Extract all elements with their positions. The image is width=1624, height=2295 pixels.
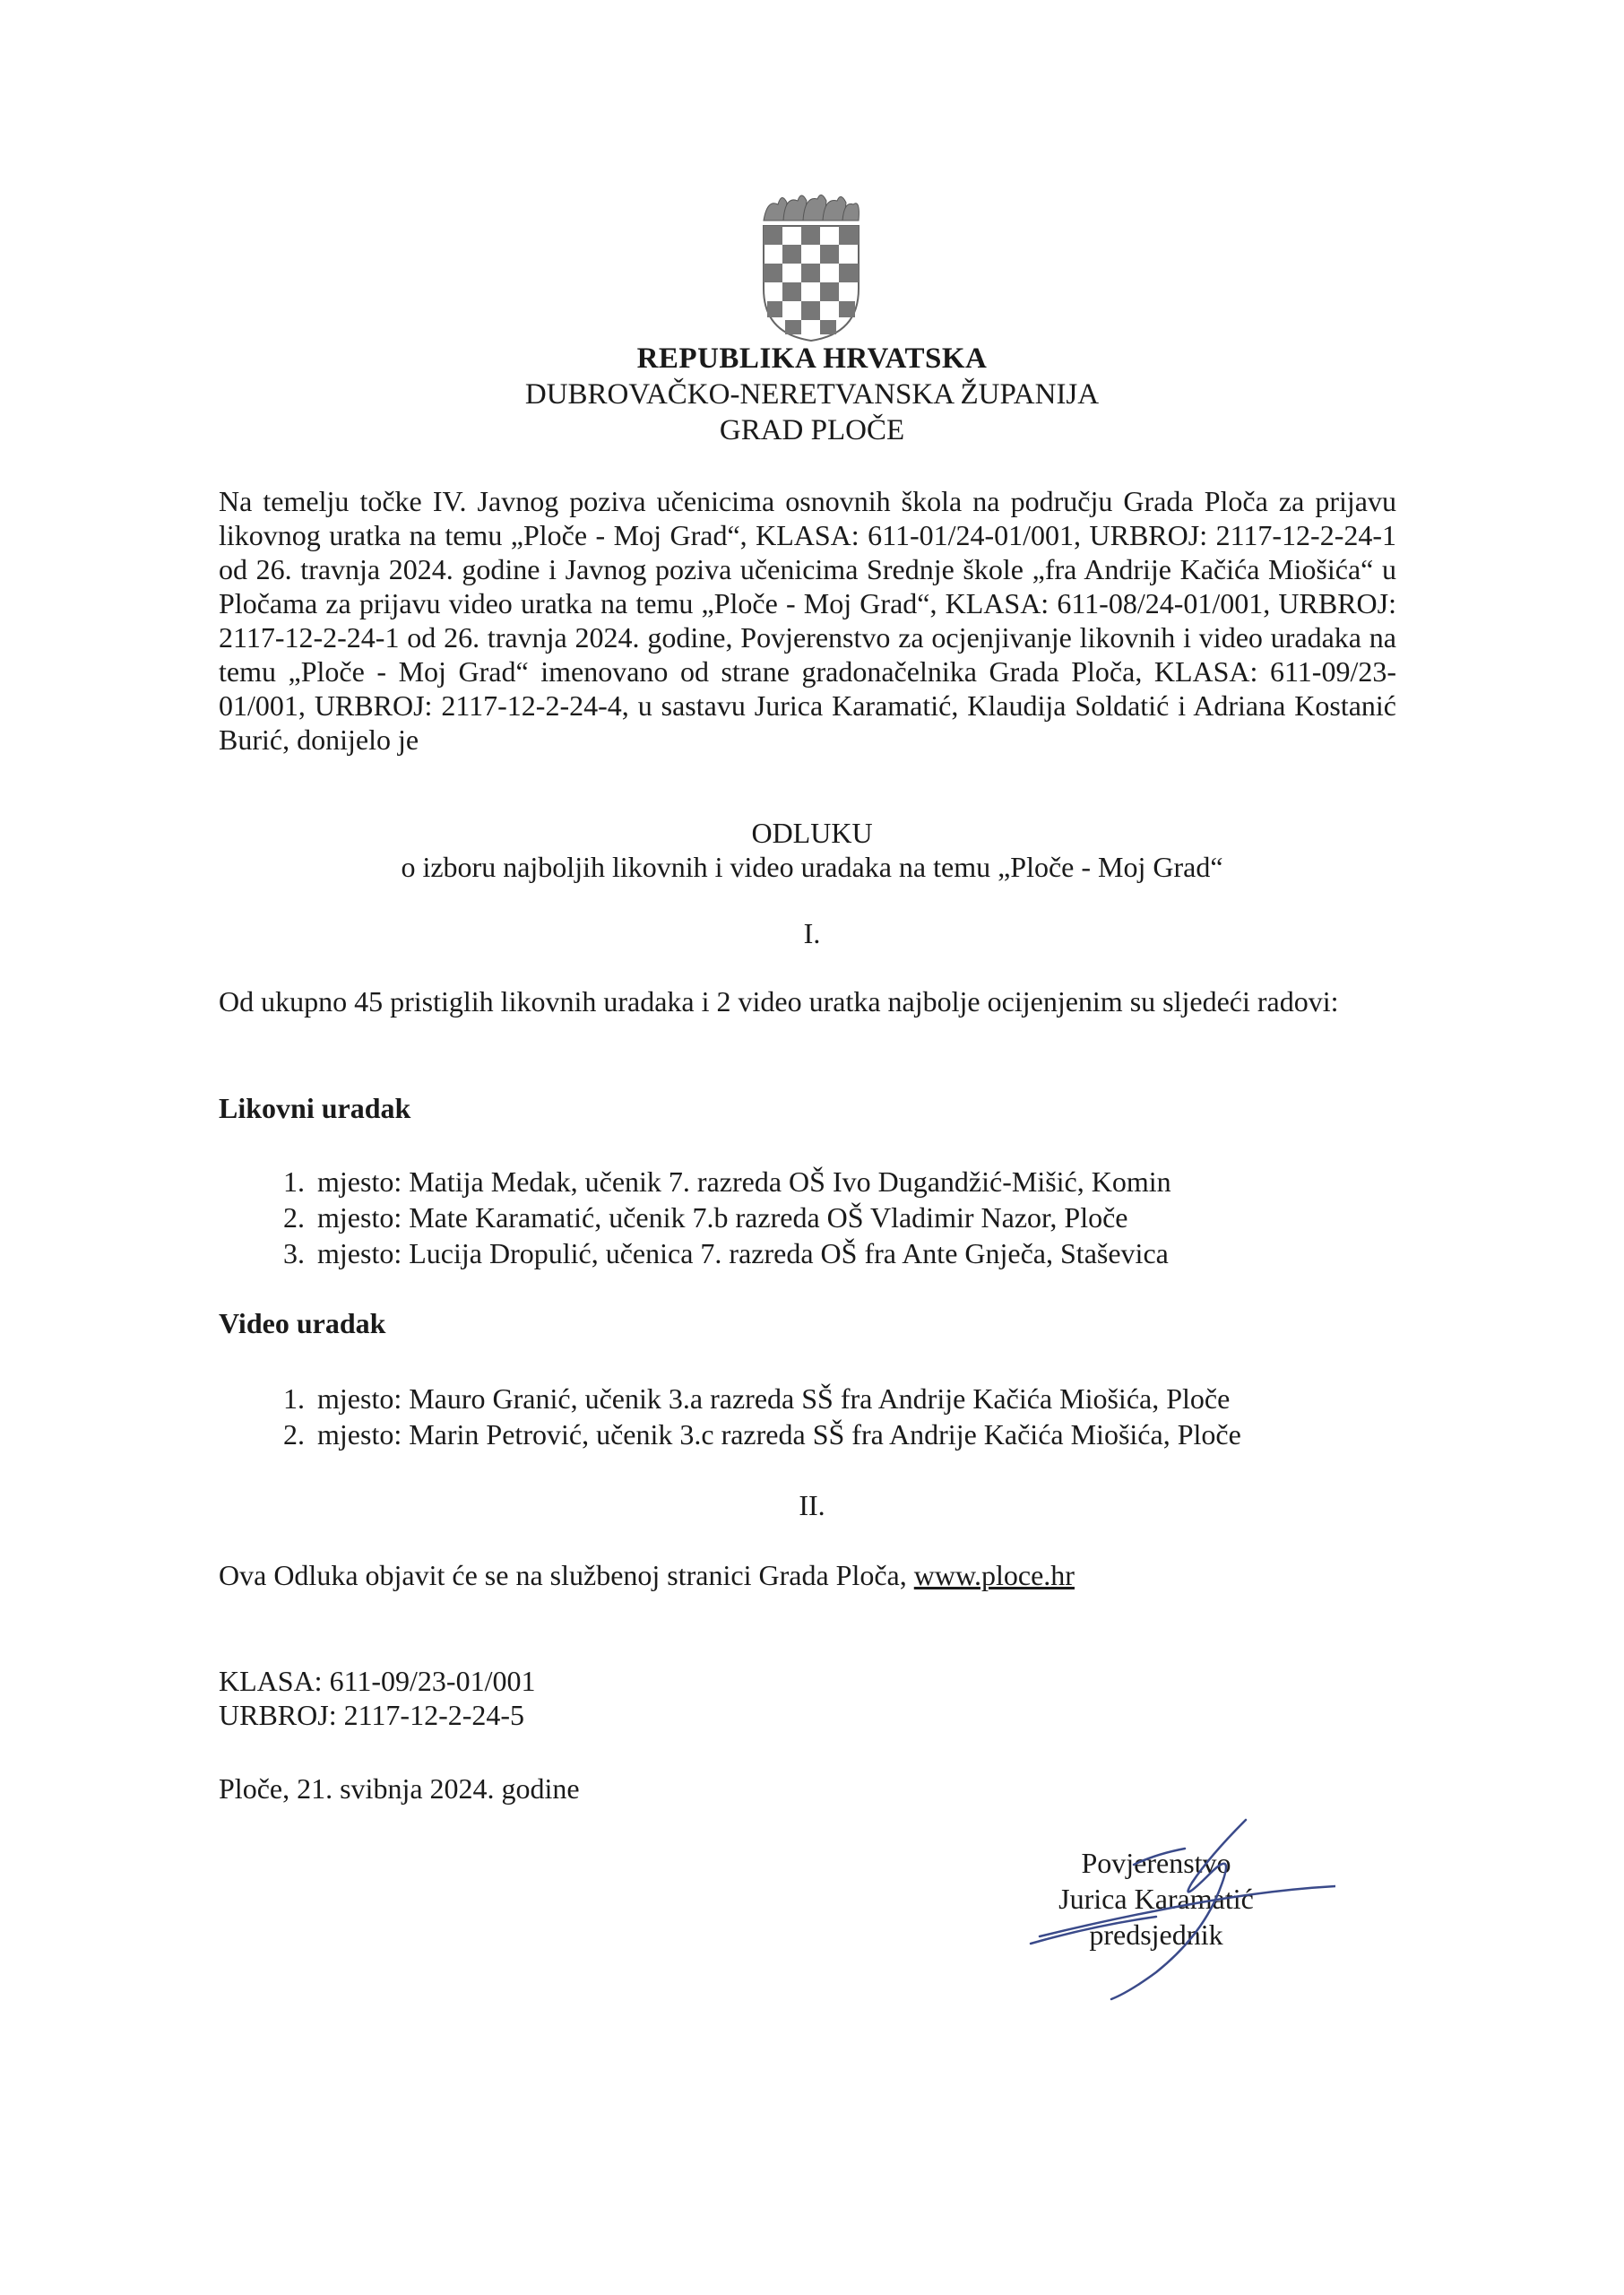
list-item-number: 1. — [283, 1382, 305, 1415]
list-item-number: 2. — [283, 1201, 305, 1234]
list-item-number: 1. — [283, 1165, 305, 1198]
section-2-text: Ova Odluka objavit će se na službenoj stranici Grada Ploča, — [219, 1559, 914, 1591]
list-item — [251, 1164, 1171, 1199]
art-list — [251, 1164, 1171, 1271]
signature-role: predsjednik — [1089, 1918, 1223, 1951]
decision-subtitle: o izboru najboljih likovnih i video uradaka na temu „Ploče - Moj Grad“ — [401, 851, 1223, 883]
section-2-numeral: II. — [799, 1489, 825, 1521]
list-item-number: 3. — [283, 1237, 305, 1269]
signature-name: Jurica Karamatić — [1058, 1883, 1254, 1915]
video-heading: Video uradak — [219, 1307, 386, 1339]
list-item — [251, 1381, 1241, 1416]
klasa-number: KLASA: 611-09/23-01/001 — [219, 1665, 536, 1697]
intro-paragraph: Na temelju točke IV. Javnog poziva učenicima osnovnih škola na području Grada Ploča za prijavu likovnog uratka na temu „Ploče - Moj Grad“, KLASA: 611-01/24-01/001, URBROJ: 2117-12-2-24-1 od 26. travnja 2024. godine i Javnog poziva učenicima Srednje škole „fra Andrije Kačića Miošića“ u Pločama za prijavu video uratka na temu „Ploče - Moj Grad“, KLASA: 611-08/24-01/001, URBROJ: 2117-12-2-24-1 od 26. travnja 2024. godine, Povjerenstvo za ocjenjivanje likovnih i video uradaka na temu „Ploče - Moj Grad“ imenovano od strane gradonačelnika Grada Ploča, KLASA: 611-09/23-01/001, URBROJ: 2117-12-2-24-4, u sastavu Jurica Karamatić, Klaudija Soldatić i Adriana Kostanić Burić, donijelo je — [219, 485, 1396, 756]
decision-title: ODLUKU — [751, 817, 873, 849]
section-1-numeral: I. — [803, 917, 821, 949]
section-2-paragraph — [219, 1558, 1396, 1592]
list-item — [251, 1416, 1241, 1452]
handwritten-signature-icon — [977, 1802, 1335, 2008]
list-item-text: mjesto: Marin Petrović, učenik 3.c razreda SŠ fra Andrije Kačića Miošića, Ploče — [317, 1418, 1241, 1451]
signature-committee: Povjerenstvo — [1081, 1847, 1231, 1879]
section-1-text: Od ukupno 45 pristiglih likovnih uradaka i 2 video uratka najbolje ocijenjenim su sljedeći radovi: — [219, 985, 1339, 1018]
document-header — [0, 341, 1624, 448]
list-item-text: mjesto: Lucija Dropulić, učenica 7. razreda OŠ fra Ante Gnječa, Staševica — [317, 1237, 1169, 1269]
place-date: Ploče, 21. svibnja 2024. godine — [219, 1772, 580, 1805]
art-heading: Likovni uradak — [219, 1092, 411, 1124]
list-item — [251, 1235, 1171, 1271]
header-republic: REPUBLIKA HRVATSKA — [636, 342, 988, 375]
list-item — [251, 1199, 1171, 1235]
list-item-text: mjesto: Matija Medak, učenik 7. razreda OŠ Ivo Dugandžić-Mišić, Komin — [317, 1165, 1171, 1198]
video-list — [251, 1381, 1241, 1452]
website-link[interactable]: www.ploce.hr — [913, 1559, 1075, 1591]
header-city: GRAD PLOČE — [719, 414, 905, 446]
list-item-text: mjesto: Mauro Granić, učenik 3.a razreda SŠ fra Andrije Kačića Miošića, Ploče — [317, 1382, 1231, 1415]
list-item-text: mjesto: Mate Karamatić, učenik 7.b razreda OŠ Vladimir Nazor, Ploče — [317, 1201, 1128, 1234]
header-county: DUBROVAČKO-NERETVANSKA ŽUPANIJA — [524, 378, 1100, 411]
urbroj-number: URBROJ: 2117-12-2-24-5 — [219, 1699, 525, 1731]
list-item-number: 2. — [283, 1418, 305, 1451]
coat-of-arms-icon — [758, 190, 864, 344]
